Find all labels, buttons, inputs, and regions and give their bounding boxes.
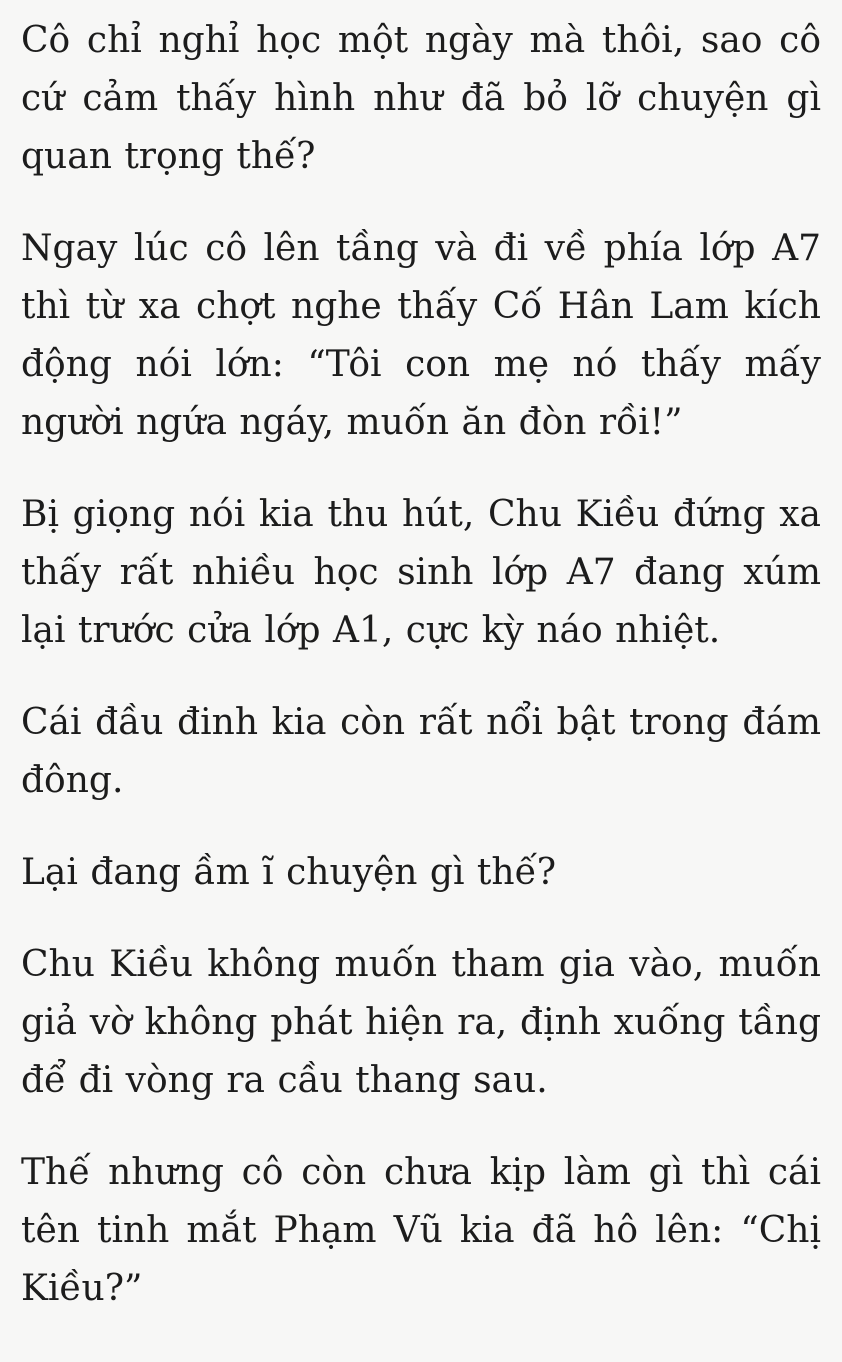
paragraph-5: Lại đang ầm ĩ chuyện gì thế? [21, 852, 557, 893]
paragraph-3: Bị giọng nói kia thu hút, Chu Kiều đứng xa thấy rất nhiều học sinh lớp A7 đang xúm lại trước cửa lớp A1, cực kỳ náo nhiệt. [21, 494, 821, 651]
paragraph-6: Chu Kiều không muốn tham gia vào, muốn giả vờ không phát hiện ra, định xuống tầng để đi vòng ra cầu thang sau. [21, 944, 821, 1101]
paragraph-1: Cô chỉ nghỉ học một ngày mà thôi, sao cô cứ cảm thấy hình như đã bỏ lỡ chuyện gì quan trọng thế? [21, 20, 821, 177]
paragraph-2: Ngay lúc cô lên tầng và đi về phía lớp A7 thì từ xa chợt nghe thấy Cố Hân Lam kích động nói lớn: “Tôi con mẹ nó thấy mấy người ngứa ngáy, muốn ăn đòn rồi!” [21, 228, 821, 443]
paragraph-4: Cái đầu đinh kia còn rất nổi bật trong đám đông. [21, 702, 821, 801]
paragraph-7: Thế nhưng cô còn chưa kịp làm gì thì cái tên tinh mắt Phạm Vũ kia đã hô lên: “Chị Kiều?” [21, 1152, 821, 1309]
